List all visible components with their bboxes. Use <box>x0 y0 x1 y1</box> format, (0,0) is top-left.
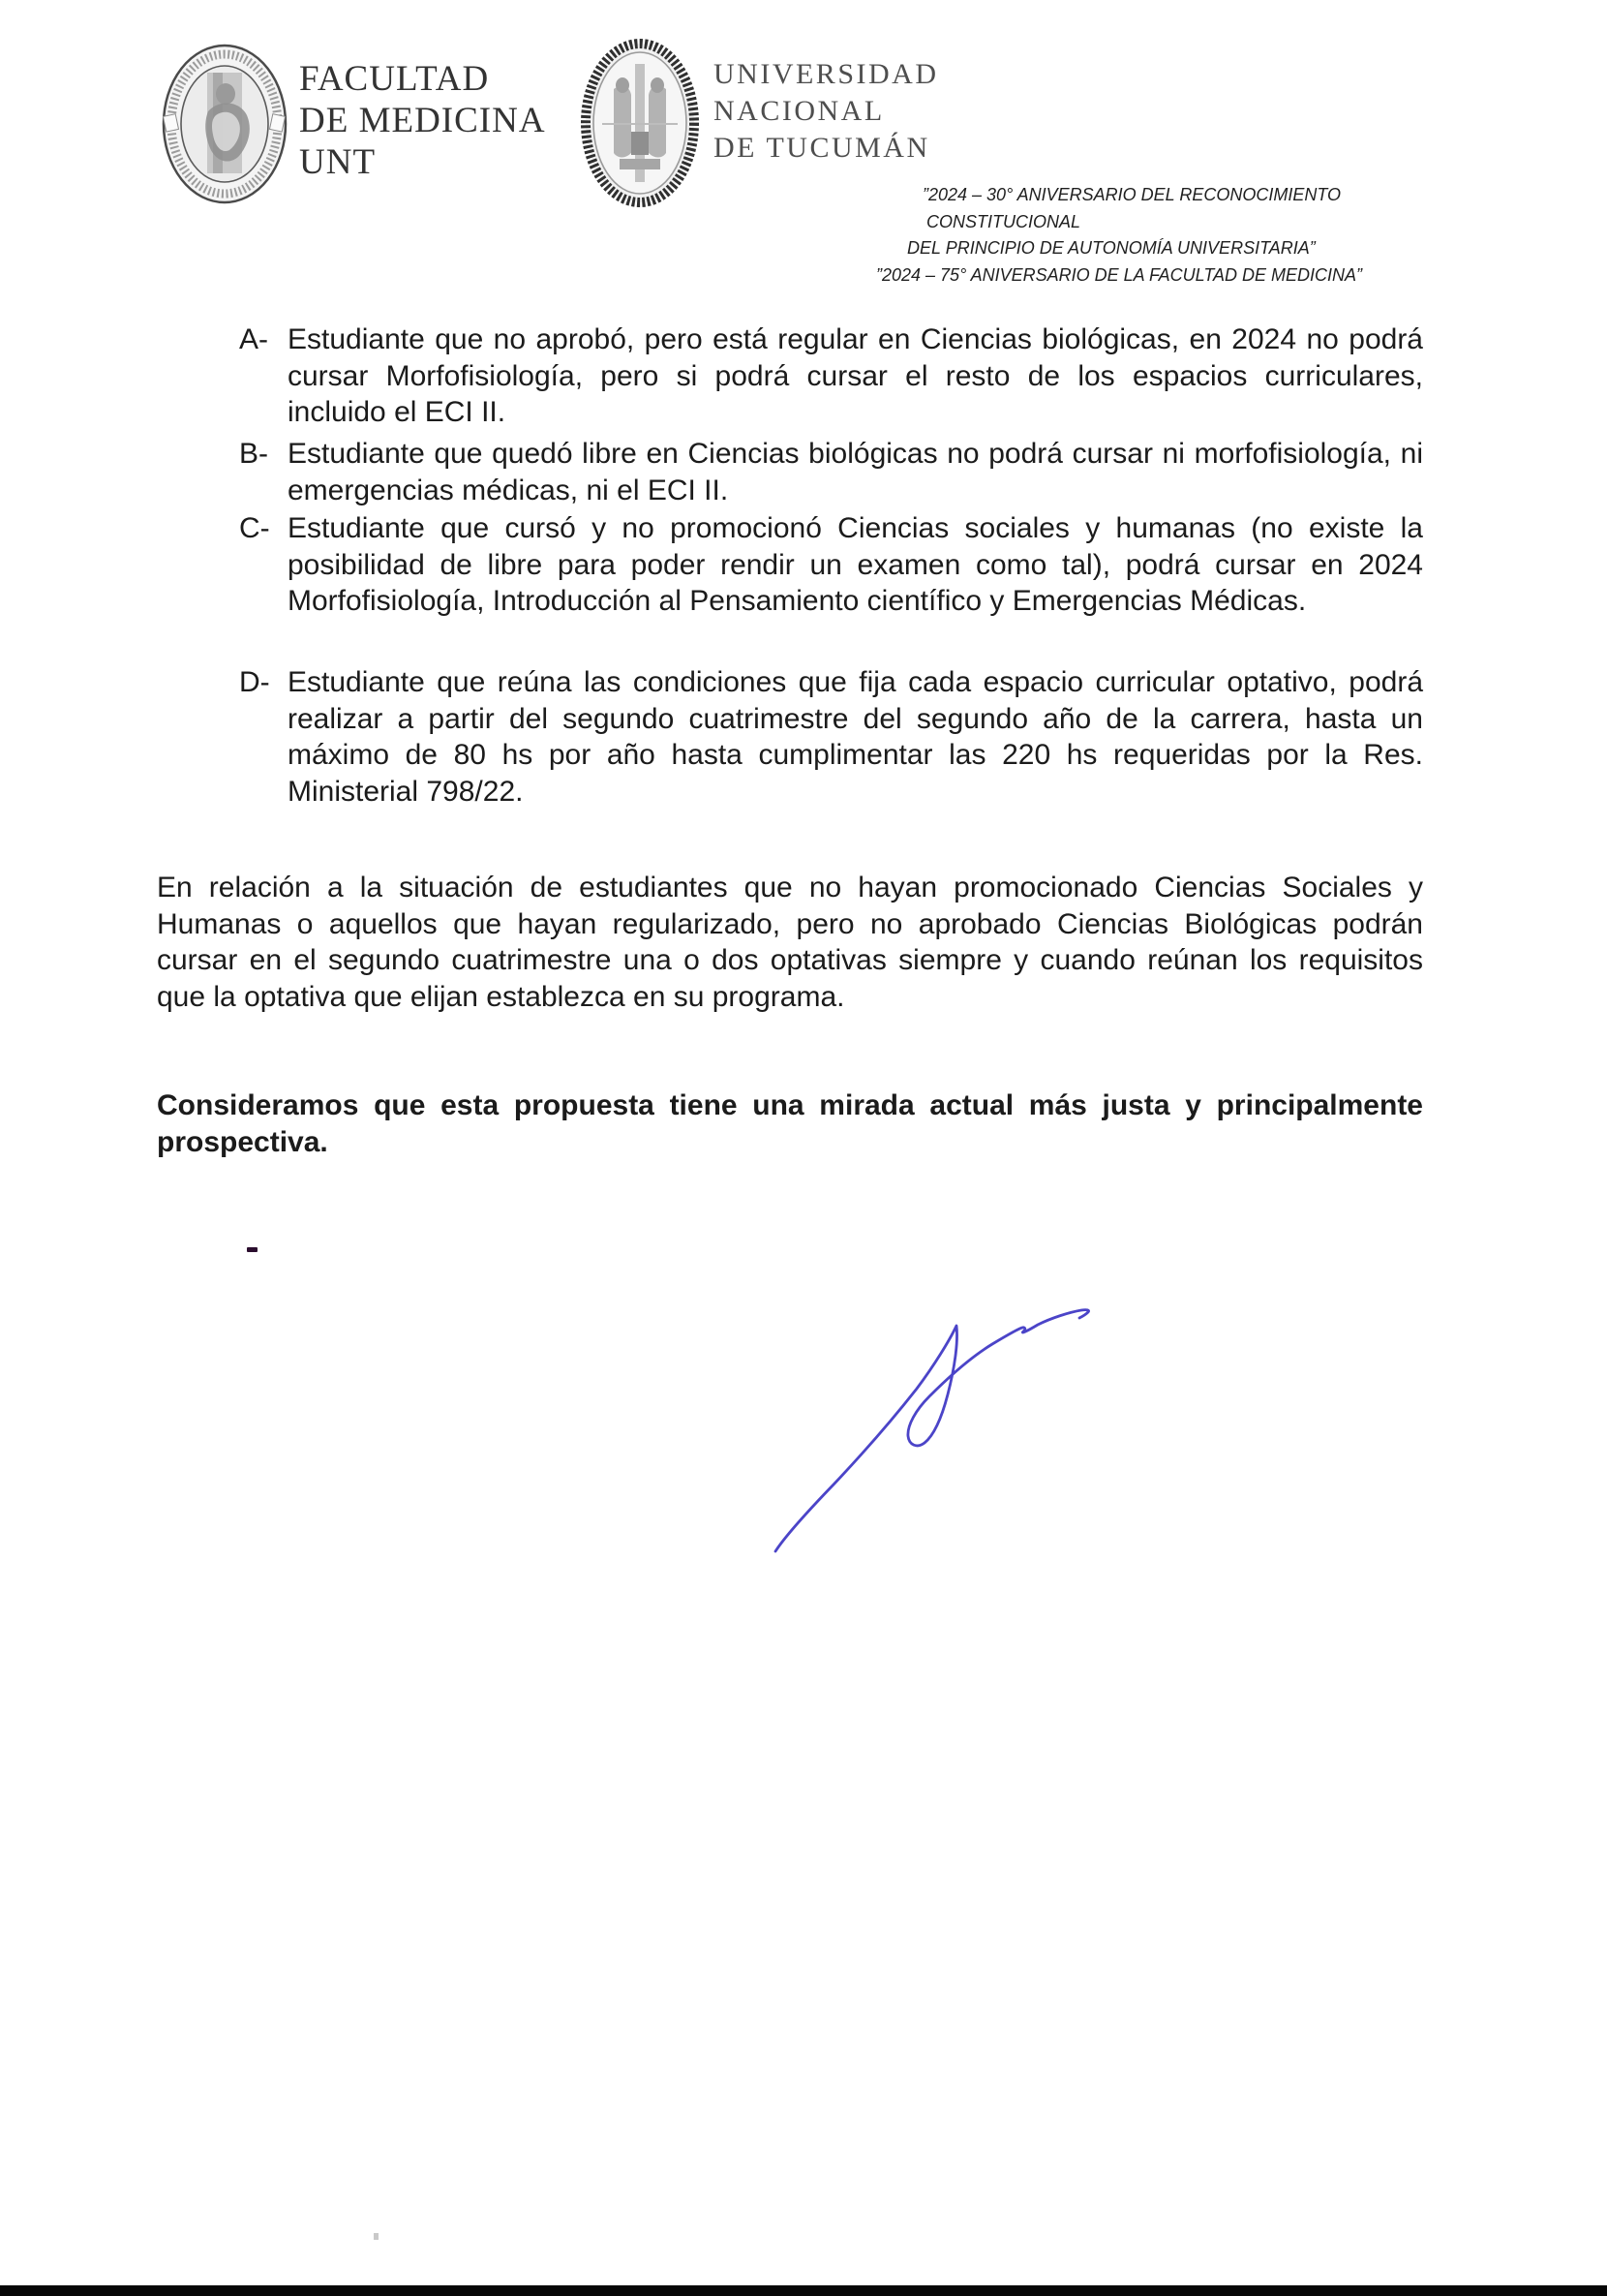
anniversary-line: CONSTITUCIONAL <box>926 211 1081 231</box>
faculty-title-line: DE MEDICINA <box>299 101 546 140</box>
university-title-line: NACIONAL <box>713 95 885 127</box>
list-item-a <box>239 321 1423 431</box>
faculty-title-line: FACULTAD <box>299 59 490 99</box>
university-title <box>713 56 939 167</box>
anniversary-line: ”2024 – 75° ANIVERSARIO DE LA FACULTAD DE MEDICINA” <box>876 264 1362 285</box>
university-title-line: UNIVERSIDAD <box>713 58 939 90</box>
list-item-text: Estudiante que quedó libre en Ciencias biológicas no podrá cursar ni morfofisiología, ni emergencias médicas, ni el ECI II. <box>288 438 1423 506</box>
handwritten-signature <box>755 1298 1123 1578</box>
list-item-d <box>239 664 1423 810</box>
anniversary-line: ”2024 – 30° ANIVERSARIO DEL RECONOCIMIENTO <box>923 185 1341 204</box>
list-item-marker: D- <box>239 666 270 698</box>
ink-dash-mark <box>247 1247 258 1252</box>
unt-seal-icon <box>581 39 699 207</box>
signature-stroke <box>775 1310 1089 1551</box>
facultad-medicina-seal-icon <box>162 44 288 204</box>
list-item-c <box>239 510 1423 620</box>
anniversary-line: DEL PRINCIPIO DE AUTONOMÍA UNIVERSITARIA” <box>907 238 1316 258</box>
list-item-text: Estudiante que cursó y no promocionó Ciencias sociales y humanas (no existe la posibilidad de libre para poder rendir un examen como tal), podrá cursar en 2024 Morfofisiología, Introducción al Pensamiento científico y Emergencias Médicas. <box>288 512 1423 618</box>
scanner-edge-bar <box>0 2285 1607 2296</box>
list-item-text: Estudiante que reúna las condiciones que fija cada espacio curricular optativo, podrá realizar a partir del segundo cuatrimestre del segundo año de la carrera, hasta un máximo de 80 hs por año hasta cumplimentar las 220 hs requeridas por la Res. Ministerial 798/22. <box>288 666 1423 808</box>
list-item-text: Estudiante que no aprobó, pero está regular en Ciencias biológicas, en 2024 no podrá cursar Morfofisiología, pero si podrá cursar el resto de los espacios curriculares, incluido el ECI II. <box>288 323 1423 429</box>
faculty-title <box>299 58 546 183</box>
faculty-title-line: UNT <box>299 142 377 182</box>
list-item-b <box>239 436 1423 508</box>
list-item-marker: C- <box>239 512 270 544</box>
paragraph-relation: En relación a la situación de estudiantes que no hayan promocionado Ciencias Sociales y Humanas o aquellos que hayan regularizado, pero no aprobado Ciencias Biológicas podrán cursar en el segundo cuatrimestre una o dos optativas siempre y cuando reúnan los requisitos que la optativa que elijan establezca en su programa. <box>157 872 1423 1013</box>
list-item-marker: B- <box>239 438 268 470</box>
scan-noise-dot <box>374 2233 379 2240</box>
university-title-line: DE TUCUMÁN <box>713 132 930 164</box>
list-item-marker: A- <box>239 323 268 355</box>
anniversary-motto-block <box>876 182 1418 289</box>
paragraph-conclusion: Consideramos que esta propuesta tiene una mirada actual más justa y principalmente prospectiva. <box>157 1089 1423 1158</box>
